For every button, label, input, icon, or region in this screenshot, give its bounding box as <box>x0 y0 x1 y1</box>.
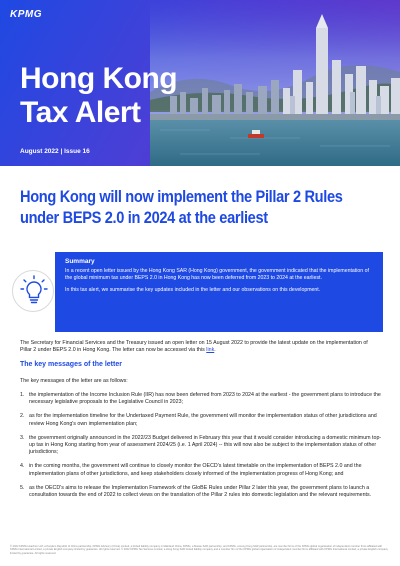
letter-link[interactable]: link <box>206 347 215 354</box>
list-number: 1. <box>20 392 25 398</box>
list-text: the government originally announced in the 2022/23 Budget delivered in February this year that it would consider introducing a domestic minimum top-up tax in Hong Kong starting from year of assessment 2024/25 (i.e. 1 April 2024) -- this will now also be subject to the implementation status of other jurisdictions; <box>29 434 382 456</box>
summary-paragraph-2: In this tax alert, we summarise the key updates included in the letter and our observations on this development. <box>65 287 321 293</box>
kpmg-logo: KPMG <box>10 9 42 20</box>
list-text: in the coming months, the government will continue to closely monitor the OECD's latest timetable on the implementation of BEPS 2.0 and the implementation plans of other jurisdictions, and keep stakeholders closely informed of the implementation progress of Hong Kong; and <box>29 463 362 477</box>
intro-paragraph <box>20 340 380 354</box>
list-text: as the OECD's aims to release the Implementation Framework of the GloBE Rules under Pillar 2 later this year, the government plans to launch a consultation towards the end of 2022 to collect views on the translation of the Pillar 2 rules into domestic legislation and the relevant requirements. <box>29 484 372 499</box>
hero-banner <box>0 0 400 166</box>
title-line-1: Hong Kong <box>20 62 178 95</box>
legal-footer: © 2022 KPMG Huazhen LLP, a People's Republic of China partnership, KPMG Advisory (China) Limited, a limited liability company in Mainland China, KPMG, a Macau SAR partnership, and KPMG, a Hong Kong SAR partnership, are member firms of the KPMG global organisation of independent member firms affiliated with KPMG International Limited, a private English company limited by guarantee. All rights reserved. © 2022 KPMG Tax Services Limited, a Hong Kong SAR limited liability company and a member firm of the KPMG global organisation of independent member firms affiliated with KPMG International Limited, a private English company limited by guarantee. All rights reserved. <box>10 545 388 555</box>
section-heading: The key messages of the letter <box>20 361 122 368</box>
section-lead: The key messages of the letter are as follows: <box>20 378 128 384</box>
skyline-photo <box>150 0 400 166</box>
summary-paragraph-1: In a recent open letter issued by the Hong Kong SAR (Hong Kong) government, the government indicated that the implementation of the global minimum tax under BEPS 2.0 in Hong Kong has now been deferred from 2023 to 2024 at the earliest. <box>65 268 369 281</box>
article-headline: Hong Kong will now implement the Pillar 2 Rules under BEPS 2.0 in 2024 at the earliest <box>20 187 343 227</box>
list-number: 2. <box>20 413 25 420</box>
issue-label: August 2022 | Issue 16 <box>20 148 90 155</box>
list-number: 4. <box>20 463 25 470</box>
publication-title <box>20 62 177 130</box>
list-item <box>20 435 385 457</box>
lightbulb-icon <box>12 270 54 312</box>
key-messages-list <box>20 392 385 506</box>
summary-heading: Summary <box>65 258 95 265</box>
list-text: the implementation of the Income Inclusion Rule (IIR) has now been deferred from 2023 to 2024 at the earliest - the government plans to introduce the necessary legislative proposals to the Legislative Council in 2023; <box>29 392 381 406</box>
list-number: 5. <box>20 484 25 491</box>
list-item <box>20 463 385 477</box>
intro-text: The Secretary for Financial Services and the Treasury issued an open letter on 15 August 2022 to provide the latest update on the implementation of Pillar 2 under BEPS 2.0 in Hong Kong. The letter can now be accessed via this <box>20 340 368 354</box>
intro-end: . <box>214 347 216 354</box>
list-text: as for the implementation timeline for the Undertaxed Payment Rule, the government will monitor the implementation status of other jurisdictions and review Hong Kong's own implementation plan; <box>29 413 377 427</box>
title-line-2: Tax Alert <box>20 96 141 129</box>
summary-box <box>55 252 383 332</box>
list-number: 3. <box>20 434 25 441</box>
list-item <box>20 392 385 406</box>
list-item <box>20 485 385 499</box>
list-item <box>20 413 385 427</box>
